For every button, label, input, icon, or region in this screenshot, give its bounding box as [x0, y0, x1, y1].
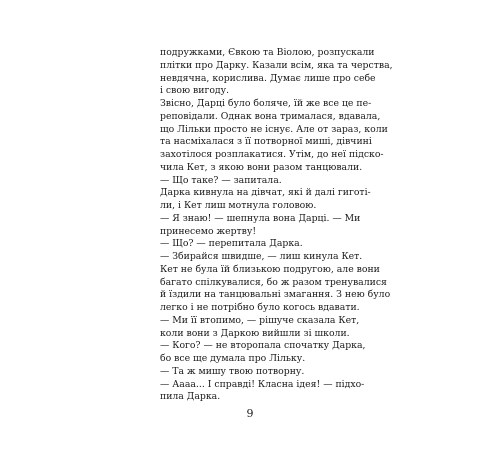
text-line: легко і не потрібно було когось вдавати. [160, 302, 360, 313]
text-line: і свою вигоду. [160, 85, 230, 97]
body-text [160, 47, 393, 404]
text-line: подружками, Євкою та Віолою, розпускали [160, 47, 375, 58]
text-line: — Ми її втопимо, — рішуче сказала Кет, [160, 314, 360, 326]
text-line: Звісно, Дарці було боляче, їй же все це пе- [160, 98, 372, 109]
text-line: Кет не була їй близькою подругою, але вони [160, 263, 380, 275]
text-line: Дарка кивнула на дівчат, які й далі гиготі- [160, 187, 371, 199]
text-line: плітки про Дарку. Казали всім, яка та черства, [160, 59, 393, 71]
text-line: багато спілкувалися, бо ж разом тренувалися [160, 276, 387, 288]
text-line: — Кого? — не второпала спочатку Дарка, [160, 340, 366, 352]
text-line: — Та ж мишу твою потворну. [160, 365, 305, 377]
text-line: захотілося розплакатися. Утім, до неї підско- [160, 149, 384, 160]
text-line: й їздили на танцювальні змагання. З нею було [160, 289, 391, 301]
text-line: ли, і Кет лиш мотнула головою. [160, 200, 317, 211]
page-number: 9 [246, 407, 254, 420]
text-line: принесемо жертву! [160, 225, 257, 237]
text-line: реповідали. Однак вона трималася, вдавала, [160, 110, 381, 122]
text-line: та насміхалася з її потворної миші, дівчині [160, 136, 372, 148]
text-line: невдячна, корислива. Думає лише про себе [160, 72, 376, 84]
text-line: — Що? — перепитала Дарка. [160, 238, 303, 250]
text-line: — Аааа... І справді! Класна ідея! — підхо- [160, 378, 365, 390]
text-line: що Лільки просто не існує. Але от зараз, коли [160, 123, 388, 135]
text-line: — Я знаю! — шепнула вона Дарці. — Ми [160, 212, 361, 224]
text-line: — Що таке? — запитала. [160, 174, 282, 186]
text-line: — Збирайся швидше, — лиш кинула Кет. [160, 251, 363, 262]
text-line: бо все ще думала про Лільку. [160, 353, 306, 364]
text-line: пила Дарка. [160, 391, 221, 403]
text-line: коли вони з Даркою вийшли зі школи. [160, 327, 350, 339]
text-line: чила Кет, з якою вони разом танцювали. [160, 161, 363, 173]
